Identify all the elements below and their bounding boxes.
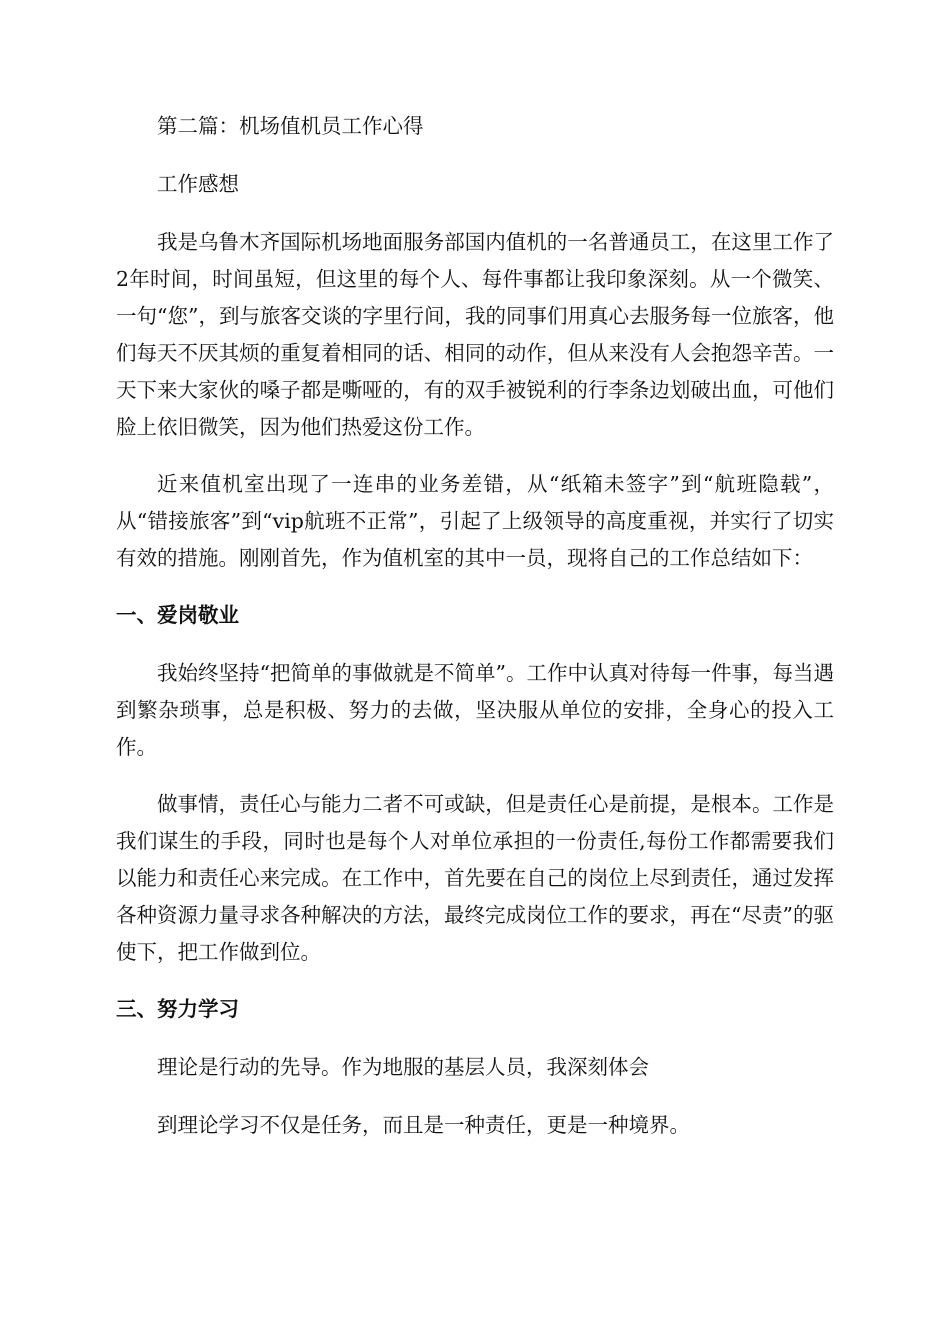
paragraph-dedication-2: 做事情，责任心与能力二者不可或缺，但是责任心是前提，是根本。工作是我们谋生的手段，同时也是每个人对单位承担的一份责任,每份工作都需要我们以能力和责任心来完成。在工作中，首先要在自己的岗位上尽到责任，通过发挥各种资源力量寻求各种解决的方法，最终完成岗位工作的要求，再在“尽责”的驱使下，把工作做到位。 — [116, 792, 834, 964]
paragraph-work-experience: 我是乌鲁木齐国际机场地面服务部国内值机的一名普通员工，在这里工作了2年时间，时间虽短，但这里的每个人、每件事都让我印象深刻。从一个微笑、一句“您”，到与旅客交谈的字里行间，我的同事们用真心去服务每一位旅客，他们每天不厌其烦的重复着相同的话、相同的动作，但从来没有人会抱怨辛苦。一天下来大家伙的嗓子都是嘶哑的，有的双手被锐利的行李条边划破出血，可他们脸上依旧微笑，因为他们热爱这份工作。 — [116, 230, 834, 439]
paragraph-study-line-2: 到理论学习不仅是任务，而且是一种责任，更是一种境界。 — [157, 1113, 690, 1137]
document-title: 第二篇：机场值机员工作心得 — [157, 114, 424, 138]
document-body — [116, 108, 834, 1165]
section-heading-study: 三、努力学习 — [116, 997, 239, 1021]
paragraph-study-line-1: 理论是行动的先导。作为地服的基层人员，我深刻体会 — [157, 1055, 649, 1079]
paragraph-business-errors: 近来值机室出现了一连串的业务差错，从“纸箱未签字”到“航班隐载”，从“错接旅客”到“vip航班不正常”，引起了上级领导的高度重视，并实行了切实有效的措施。刚刚首先，作为值机室的其中一员，现将自己的工作总结如下： — [116, 472, 834, 570]
document-subtitle: 工作感想 — [157, 172, 239, 196]
section-heading-dedication: 一、爱岗敬业 — [116, 603, 239, 627]
paragraph-dedication-1: 我始终坚持“把简单的事做就是不简单”。工作中认真对待每一件事，每当遇到繁杂琐事，总是积极、努力的去做，坚决服从单位的安排，全身心的投入工作。 — [116, 661, 834, 759]
